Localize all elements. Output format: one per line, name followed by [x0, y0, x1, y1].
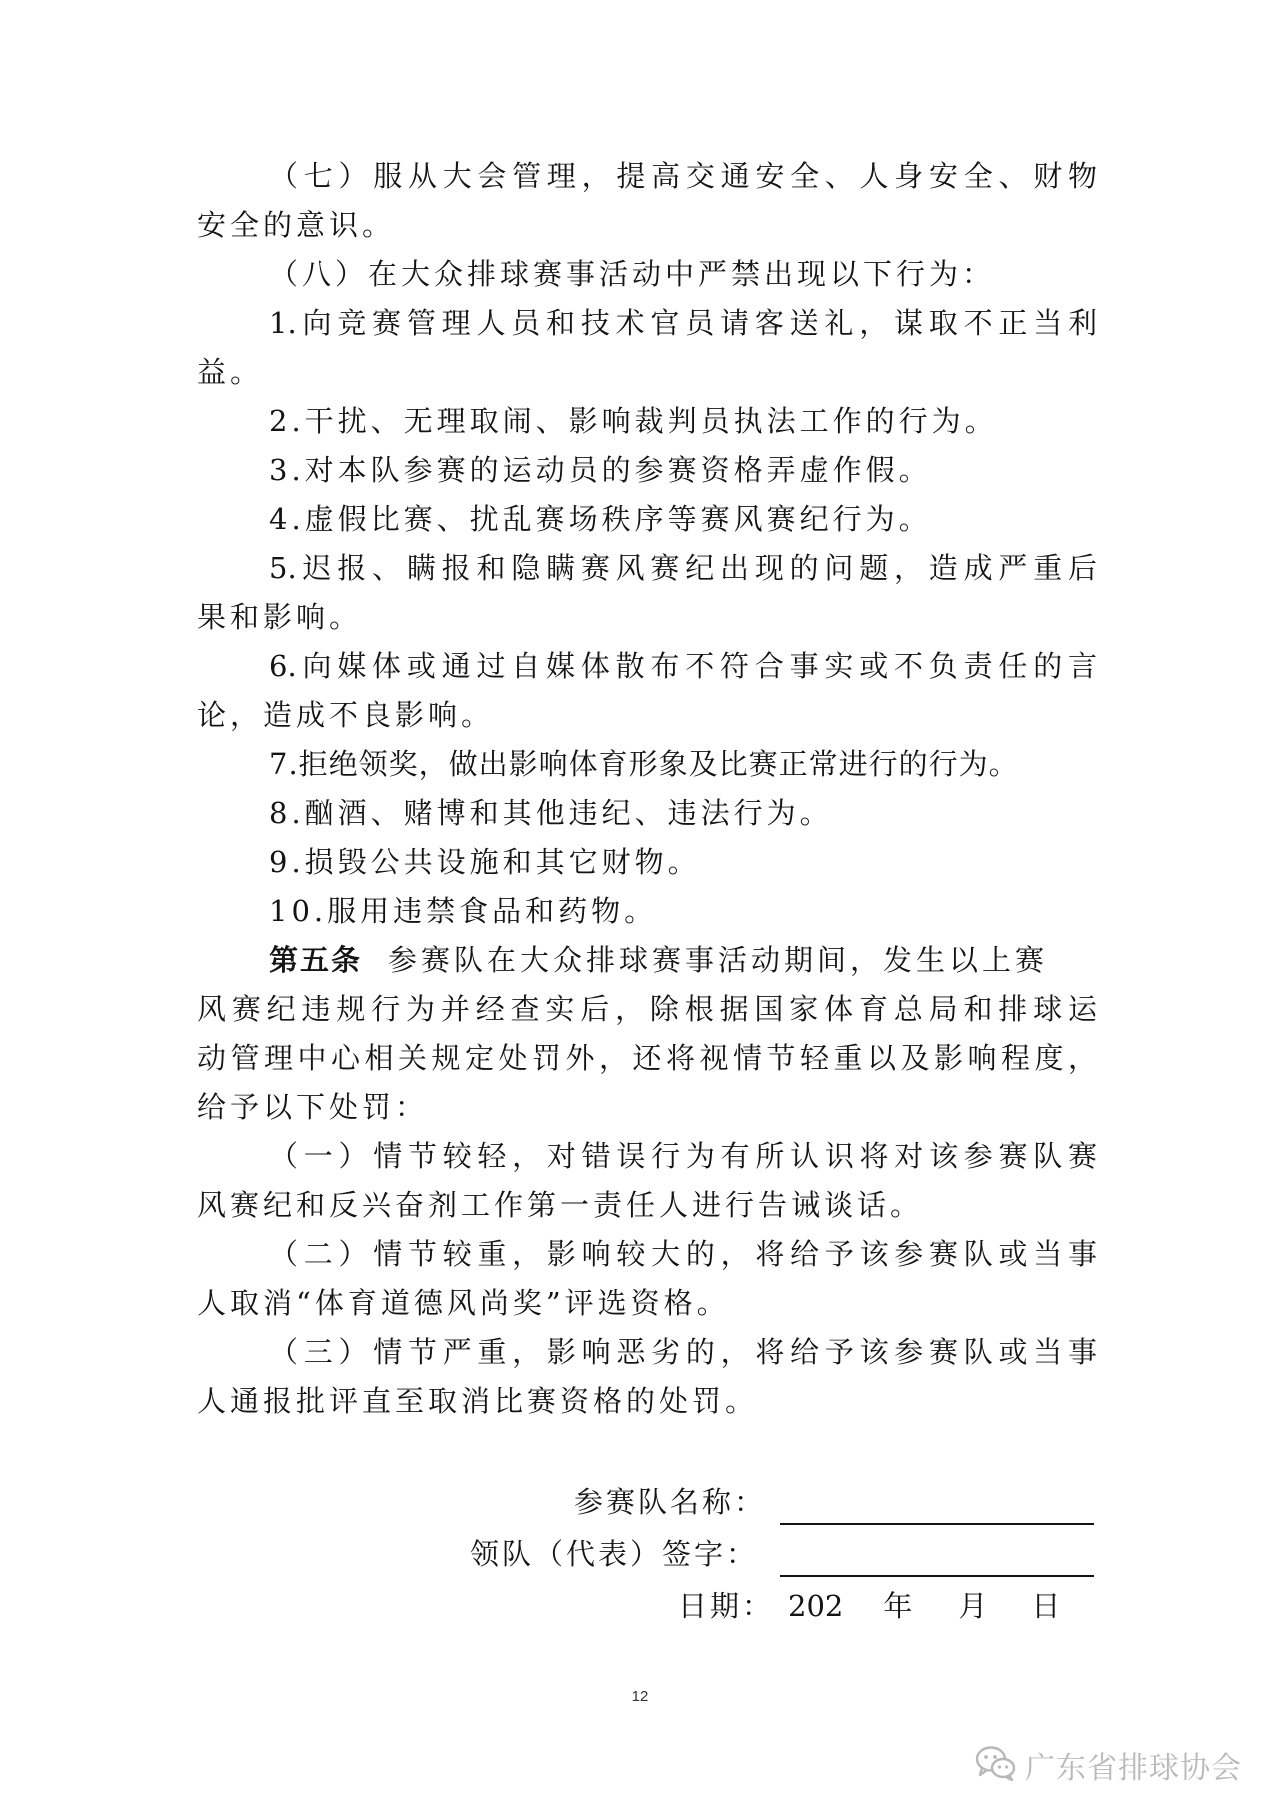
date-year-unit: 年 — [883, 1589, 913, 1623]
penalty-3-line-1: （三）情节严重，影响恶劣的，将给予该参赛队或当事 — [269, 1335, 1097, 1369]
item-5-line-1: 5.迟报、瞒报和隐瞒赛风赛纪出现的问题，造成严重后 — [269, 551, 1097, 585]
item-10-line-1: 10.服用违禁食品和药物。 — [269, 894, 658, 928]
penalty-3-line-2: 人通报批评直至取消比赛资格的处罚。 — [197, 1384, 759, 1418]
item-4-line-1: 4.虚假比赛、扰乱赛场秩序等赛风赛纪行为。 — [269, 502, 932, 536]
leader-signature-label: 领队（代表）签字： — [470, 1537, 759, 1571]
page-number: 12 — [631, 1688, 649, 1705]
item-1-line-1: 1.向竞赛管理人员和技术官员请客送礼，谋取不正当利 — [269, 306, 1097, 340]
article-5-line-1 — [197, 936, 1097, 985]
leader-signature-field[interactable] — [780, 1575, 1094, 1577]
date-day-unit: 日 — [1031, 1589, 1061, 1623]
item-5-line-2: 果和影响。 — [197, 600, 363, 634]
item-9-line-1: 9.损毁公共设施和其它财物。 — [269, 845, 701, 879]
penalty-1-line-2: 风赛纪和反兴奋剂工作第一责任人进行告诫谈话。 — [197, 1188, 924, 1222]
article-5-heading: 第五条 — [269, 943, 363, 977]
penalty-1-line-1: （一）情节较轻，对错误行为有所认识将对该参赛队赛 — [269, 1139, 1097, 1173]
date-row — [678, 1584, 1060, 1625]
paragraph-7-line-2: 安全的意识。 — [197, 208, 396, 242]
article-5-line-3: 动管理中心相关规定处罚外，还将视情节轻重以及影响程度， — [197, 1041, 1097, 1075]
date-label: 日期： — [678, 1589, 775, 1623]
date-year-prefix: 202 — [788, 1589, 844, 1623]
article-5-line-4: 给予以下处罚： — [197, 1090, 429, 1124]
penalty-2-line-1: （二）情节较重，影响较大的，将给予该参赛队或当事 — [269, 1237, 1097, 1271]
wechat-icon — [975, 1744, 1017, 1786]
item-7-line-1: 7.拒绝领奖，做出影响体育形象及比赛正常进行的行为。 — [269, 747, 1019, 781]
item-6-line-1: 6.向媒体或通过自媒体散布不符合事实或不负责任的言 — [269, 649, 1097, 683]
team-name-label: 参赛队名称： — [574, 1485, 767, 1519]
penalty-2-line-2: 人取消“体育道德风尚奖”评选资格。 — [197, 1286, 730, 1320]
paragraph-7-line-1: （七）服从大会管理，提高交通安全、人身安全、财物 — [269, 159, 1097, 193]
team-name-field[interactable] — [780, 1523, 1094, 1525]
paragraph-8-line-1: （八）在大众排球赛事活动中严禁出现以下行为： — [269, 257, 996, 291]
item-2-line-1: 2.干扰、无理取闹、影响裁判员执法工作的行为。 — [269, 404, 998, 438]
date-month-unit: 月 — [958, 1589, 988, 1623]
watermark — [975, 1740, 1242, 1790]
watermark-text: 广东省排球协会 — [1025, 1751, 1242, 1786]
article-5-first-line: 参赛队在大众排球赛事活动期间，发生以上赛 — [388, 943, 1049, 977]
item-8-line-1: 8.酗酒、赌博和其他违纪、违法行为。 — [269, 796, 833, 830]
item-6-line-2: 论，造成不良影响。 — [197, 698, 495, 732]
item-3-line-1: 3.对本队参赛的运动员的参赛资格弄虚作假。 — [269, 453, 932, 487]
item-1-line-2: 益。 — [197, 355, 264, 389]
document-body — [197, 152, 1097, 1426]
article-5-line-2: 风赛纪违规行为并经查实后，除根据国家体育总局和排球运 — [197, 992, 1097, 1026]
